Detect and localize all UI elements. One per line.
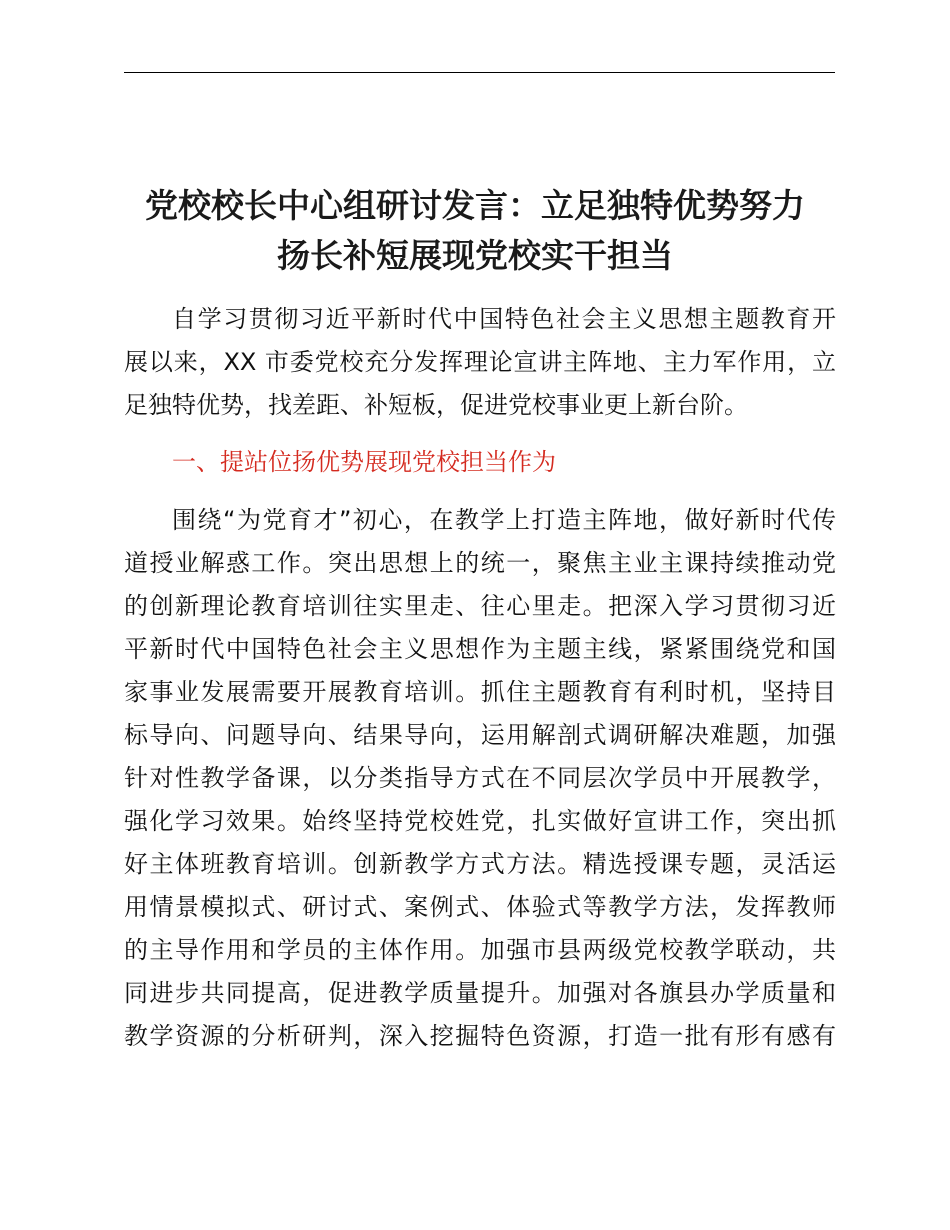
body-line: 标导向、问题导向、结果导向，运用解剖式调研解决难题，加强 xyxy=(124,721,836,749)
document-title-line-1: 党校校长中心组研讨发言：立足独特优势努力 xyxy=(145,186,805,225)
body-line: 强化学习效果。始终坚持党校姓党，扎实做好宣讲工作，突出抓 xyxy=(124,807,836,835)
body-line: 教学资源的分析研判，深入挖掘特色资源，打造一批有形有感有 xyxy=(124,1022,836,1050)
document-title-line-2: 扬长补短展现党校实干担当 xyxy=(277,236,673,275)
body-line: 平新时代中国特色社会主义思想作为主题主线，紧紧围绕党和国 xyxy=(124,635,836,663)
body-line: 用情景模拟式、研讨式、案例式、体验式等教学方法，发挥教师 xyxy=(124,893,836,921)
section-1-heading: 一、提站位扬优势展现党校担当作为 xyxy=(172,448,556,476)
body-line: 家事业发展需要开展教育培训。抓住主题教育有利时机，坚持目 xyxy=(124,678,836,706)
body-line: 围绕“为党育才”初心，在教学上打造主阵地，做好新时代传 xyxy=(172,506,836,534)
body-line: 的主导作用和学员的主体作用。加强市县两级党校教学联动，共 xyxy=(124,936,836,964)
intro-line: 展以来，XX 市委党校充分发挥理论宣讲主阵地、主力军作用，立 xyxy=(124,348,836,376)
body-line: 同进步共同提高，促进教学质量提升。加强对各旗县办学质量和 xyxy=(124,979,836,1007)
body-line: 的创新理论教育培训往实里走、往心里走。把深入学习贯彻习近 xyxy=(124,592,836,620)
intro-line: 自学习贯彻习近平新时代中国特色社会主义思想主题教育开 xyxy=(172,305,836,333)
header-rule xyxy=(124,72,835,73)
body-line: 针对性教学备课，以分类指导方式在不同层次学员中开展教学， xyxy=(124,764,836,792)
intro-line: 足独特优势，找差距、补短板，促进党校事业更上新台阶。 xyxy=(124,391,748,419)
body-line: 道授业解惑工作。突出思想上的统一，聚焦主业主课持续推动党 xyxy=(124,549,836,577)
body-line: 好主体班教育培训。创新教学方式方法。精选授课专题，灵活运 xyxy=(124,850,836,878)
